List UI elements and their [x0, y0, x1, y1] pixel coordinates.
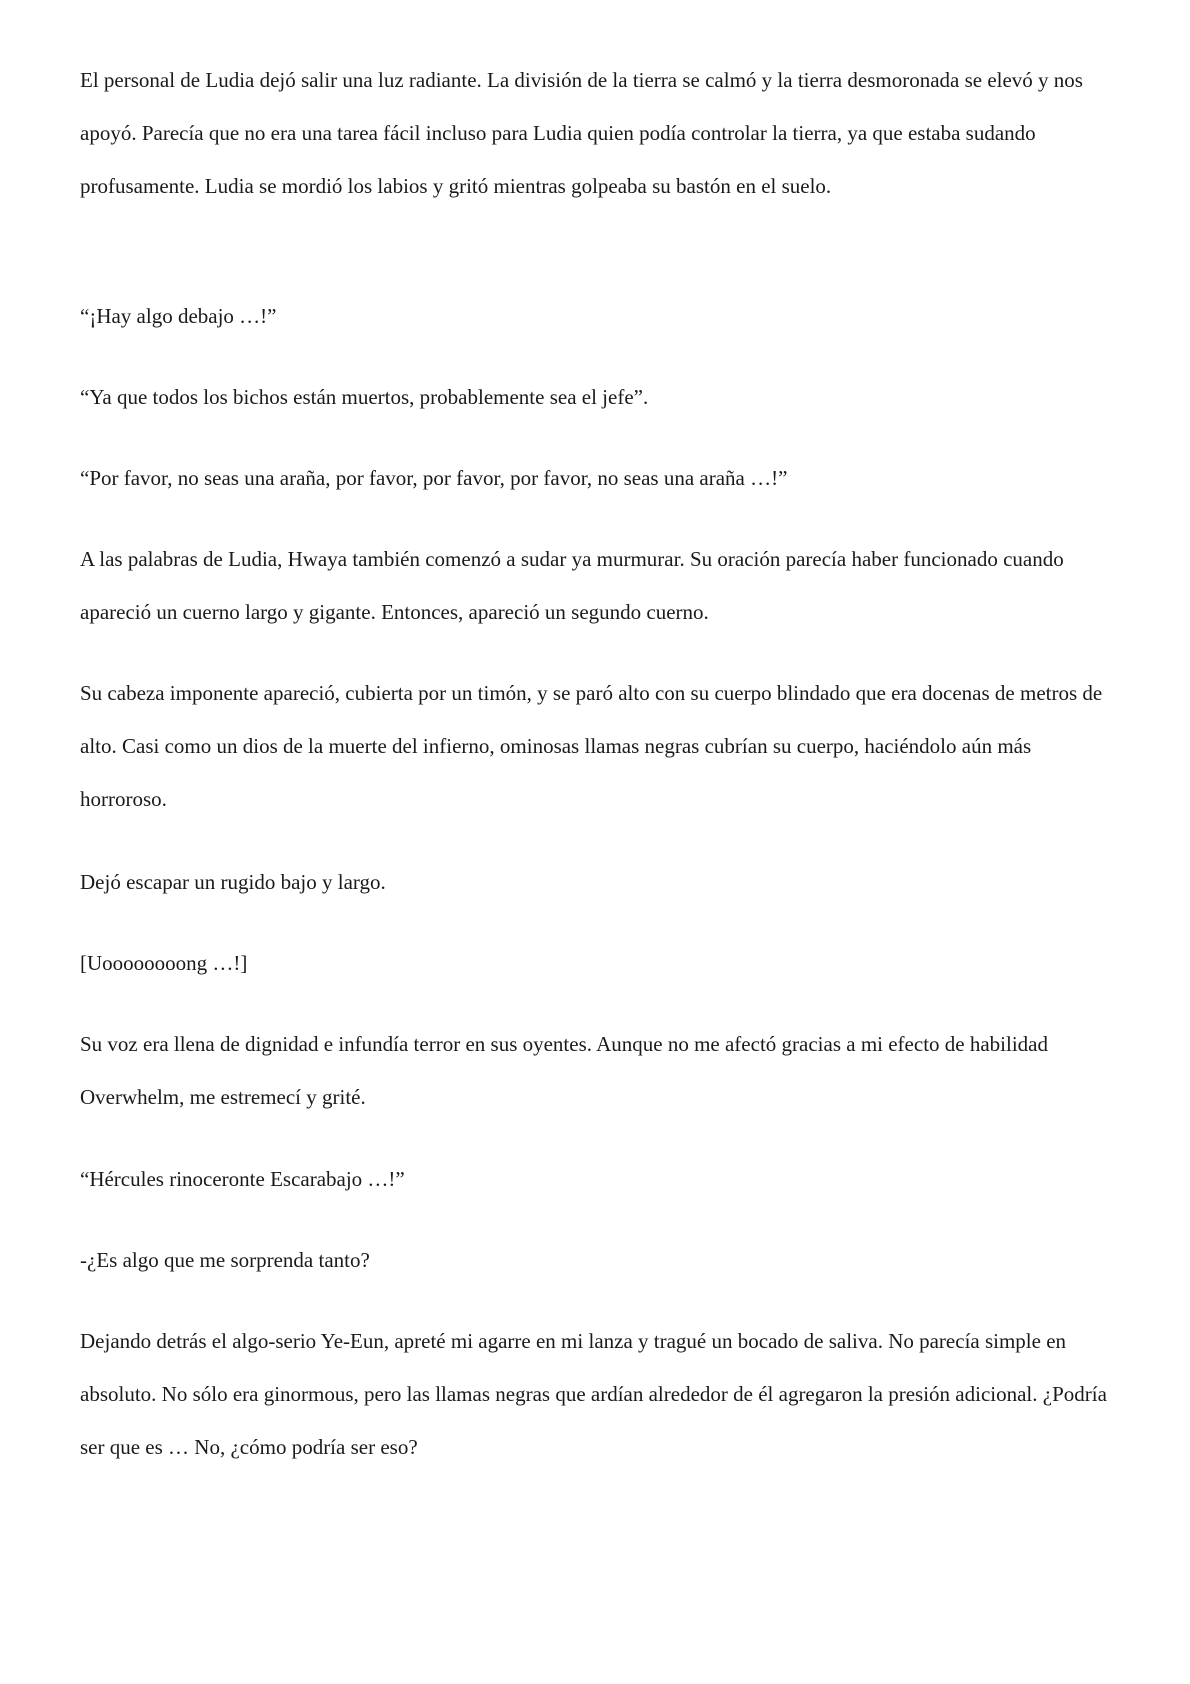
paragraph-7: Dejó escapar un rugido bajo y largo.	[80, 870, 386, 894]
paragraph-2: “¡Hay algo debajo …!”	[80, 304, 277, 328]
paragraph-10: “Hércules rinoceronte Escarabajo …!”	[80, 1167, 405, 1191]
paragraph-11: -¿Es algo que me sorprenda tanto?	[80, 1248, 370, 1272]
paragraph-9: Su voz era llena de dignidad e infundía terror en sus oyentes. Aunque no me afectó gracias a mi efecto de habilidad Overwhelm, me estremecí y grité.	[80, 1032, 1048, 1109]
paragraph-12: Dejando detrás el algo-serio Ye-Eun, apreté mi agarre en mi lanza y tragué un bocado de saliva. No parecía simple en absoluto. No sólo era ginormous, pero las llamas negras que ardían alrededor de él agregaron la presión adicional. ¿Podría ser que es … No, ¿cómo podría ser eso?	[80, 1329, 1107, 1459]
paragraph-5: A las palabras de Ludia, Hwaya también comenzó a sudar ya murmurar. Su oración parecía haber funcionado cuando apareció un cuerno largo y gigante. Entonces, apareció un segundo cuerno.	[80, 547, 1064, 624]
paragraph-8: [Uoooooooong …!]	[80, 951, 248, 975]
paragraph-1: El personal de Ludia dejó salir una luz radiante. La división de la tierra se calmó y la tierra desmoronada se elevó y nos apoyó. Parecía que no era una tarea fácil incluso para Ludia quien podía controlar la tierra, ya que estaba sudando profusamente. Ludia se mordió los labios y gritó mientras golpeaba su bastón en el suelo.	[80, 68, 1083, 198]
paragraph-4: “Por favor, no seas una araña, por favor, por favor, por favor, no seas una araña …!”	[80, 466, 788, 490]
paragraph-6: Su cabeza imponente apareció, cubierta por un timón, y se paró alto con su cuerpo blindado que era docenas de metros de alto. Casi como un dios de la muerte del infierno, ominosas llamas negras cubrían su cuerpo, haciéndolo aún más horroroso.	[80, 681, 1103, 811]
paragraph-3: “Ya que todos los bichos están muertos, probablemente sea el jefe”.	[80, 385, 649, 409]
